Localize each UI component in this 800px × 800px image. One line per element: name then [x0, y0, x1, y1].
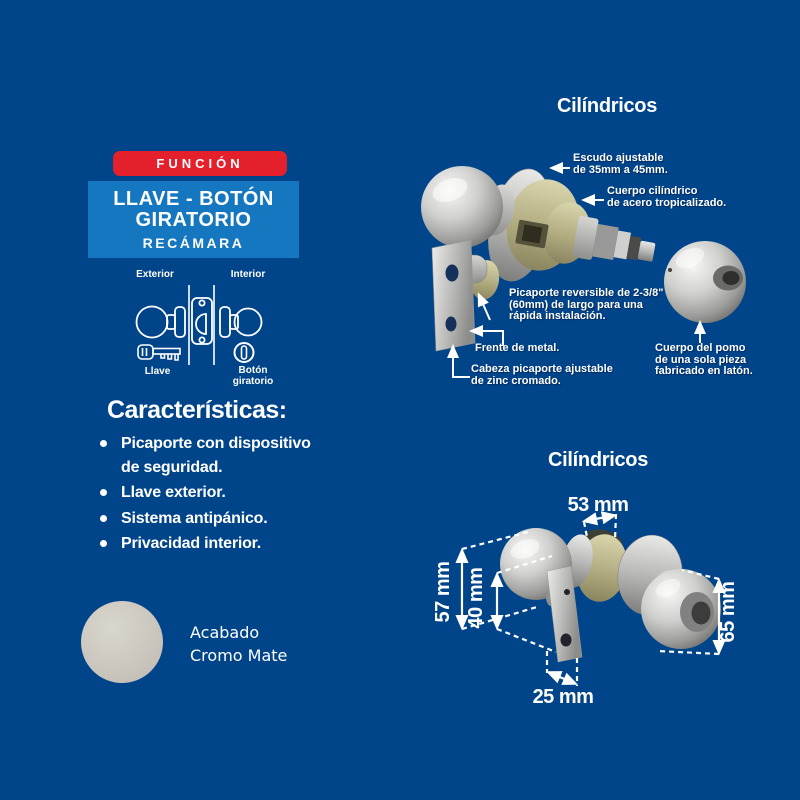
callout-pomo: Cuerpo del pomo de una sola pieza fabricado en latón. — [655, 342, 753, 377]
product-type-panel — [88, 181, 299, 258]
latch-faceplate — [432, 240, 475, 351]
exterior-knob-outline — [137, 307, 168, 338]
callout-frente: Frente de metal. — [475, 342, 560, 354]
callout-escudo: Escudo ajustable de 35mm a 45mm. — [573, 152, 668, 176]
exterior-label: Exterior — [136, 269, 174, 280]
product-type-line3: RECÁMARA — [142, 234, 245, 251]
features-list — [100, 432, 315, 558]
dimensions-view-title: Cilíndricos — [548, 449, 649, 471]
dimension-label-40mm: 40 mm — [465, 567, 487, 629]
callout-cabeza: Cabeza picaporte ajustable de zinc cromado. — [471, 363, 613, 387]
bullet-dot — [100, 489, 107, 496]
dimension-label-25mm: 25 mm — [532, 686, 594, 708]
callout-cuerpo-cilindrico: Cuerpo cilíndrico de acero tropicalizado. — [607, 185, 727, 209]
feature-item: Privacidad interior. — [100, 532, 315, 556]
product-type-line1: LLAVE - BOTÓN — [113, 187, 274, 210]
door-knob-cross-section — [137, 285, 262, 365]
function-banner-label: FUNCIÓN — [156, 156, 244, 171]
exterior-knob-ball — [421, 166, 503, 248]
product-type-line2: GIRATORIO — [135, 208, 252, 231]
interior-knob-ball — [664, 241, 746, 323]
dimension-label-57mm: 57 mm — [432, 561, 454, 623]
dimensions-diagram — [430, 485, 760, 720]
dim-arrow-25 — [549, 673, 575, 684]
turn-button-icon — [235, 343, 254, 362]
feature-item: Llave exterior. — [100, 481, 315, 505]
spindle-shaft — [572, 215, 658, 270]
bullet-dot — [100, 515, 107, 522]
cross-section-diagram — [95, 260, 295, 390]
feature-item: Sistema antipánico. — [100, 507, 315, 531]
callout-picaporte: Picaporte reversible de 2-3/8" (60mm) de largo para una rápida instalación. — [509, 287, 664, 322]
dim-arrow-53 — [585, 516, 614, 522]
interior-label: Interior — [230, 269, 266, 280]
arrow-cabeza — [453, 347, 470, 377]
exploded-view-title: Cilíndricos — [557, 95, 658, 117]
finish-swatch — [81, 601, 163, 683]
turn-button-label: Botón giratorio — [232, 365, 274, 387]
key-label: Llave — [144, 366, 171, 377]
function-banner — [113, 151, 287, 176]
dimension-label-65mm: 65 mm — [717, 581, 739, 643]
feature-item: Picaporte con dispositivo de seguridad. — [100, 432, 315, 479]
features-title: Características: — [107, 396, 287, 424]
bullet-dot — [100, 440, 107, 447]
assembled-lockset — [500, 526, 721, 662]
finish-label: Acabado Cromo Mate — [190, 623, 288, 665]
key-icon — [138, 345, 180, 360]
bullet-dot — [100, 540, 107, 547]
dimension-label-53mm: 53 mm — [567, 494, 629, 516]
